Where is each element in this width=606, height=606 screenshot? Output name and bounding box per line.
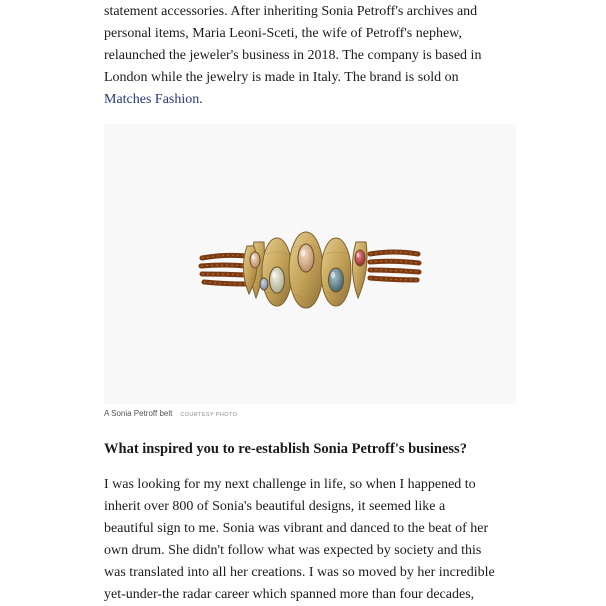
interview-question: What inspired you to re-establish Sonia Petroff's business? xyxy=(104,441,467,457)
answer-line: was translated into all her creations. I was so moved by her incredible xyxy=(104,565,495,580)
photo-caption xyxy=(104,409,237,418)
intro-line-last xyxy=(104,89,516,111)
answer-line: beautiful sign to me. Sonia was vibrant and danced to the beat of her xyxy=(104,521,489,536)
right-strap xyxy=(370,252,419,280)
answer-line: inherit over 800 of Sonia's beautiful designs, it seemed like a xyxy=(104,499,446,514)
matches-fashion-link[interactable]: Matches Fashion xyxy=(104,92,200,107)
answer-line: own drum. She didn't follow what was expected by society and this xyxy=(104,543,482,558)
belt-photo xyxy=(104,124,516,404)
intro-line: London while the jewelry is made in Italy. The brand is sold on xyxy=(104,70,459,85)
answer-line: I was looking for my next challenge in life, so when I happened to xyxy=(104,477,476,492)
photo-credit: COURTESY PHOTO xyxy=(180,412,238,418)
caption-text: A Sonia Petroff belt xyxy=(104,409,173,418)
intro-line: relaunched the jeweler's business in 2018. The company is based in xyxy=(104,48,482,63)
intro-paragraph xyxy=(104,1,516,111)
intro-line: personal items, Maria Leoni-Sceti, the wife of Petroff's nephew, xyxy=(104,26,462,41)
left-strap xyxy=(201,255,246,284)
intro-line: statement accessories. After inheriting Sonia Petroff's archives and xyxy=(104,4,478,19)
belt-image xyxy=(104,124,516,404)
intro-period: . xyxy=(199,92,203,107)
answer-paragraph xyxy=(104,474,524,606)
answer-line: yet-under-the radar career which spanned more than four decades, xyxy=(104,587,475,602)
